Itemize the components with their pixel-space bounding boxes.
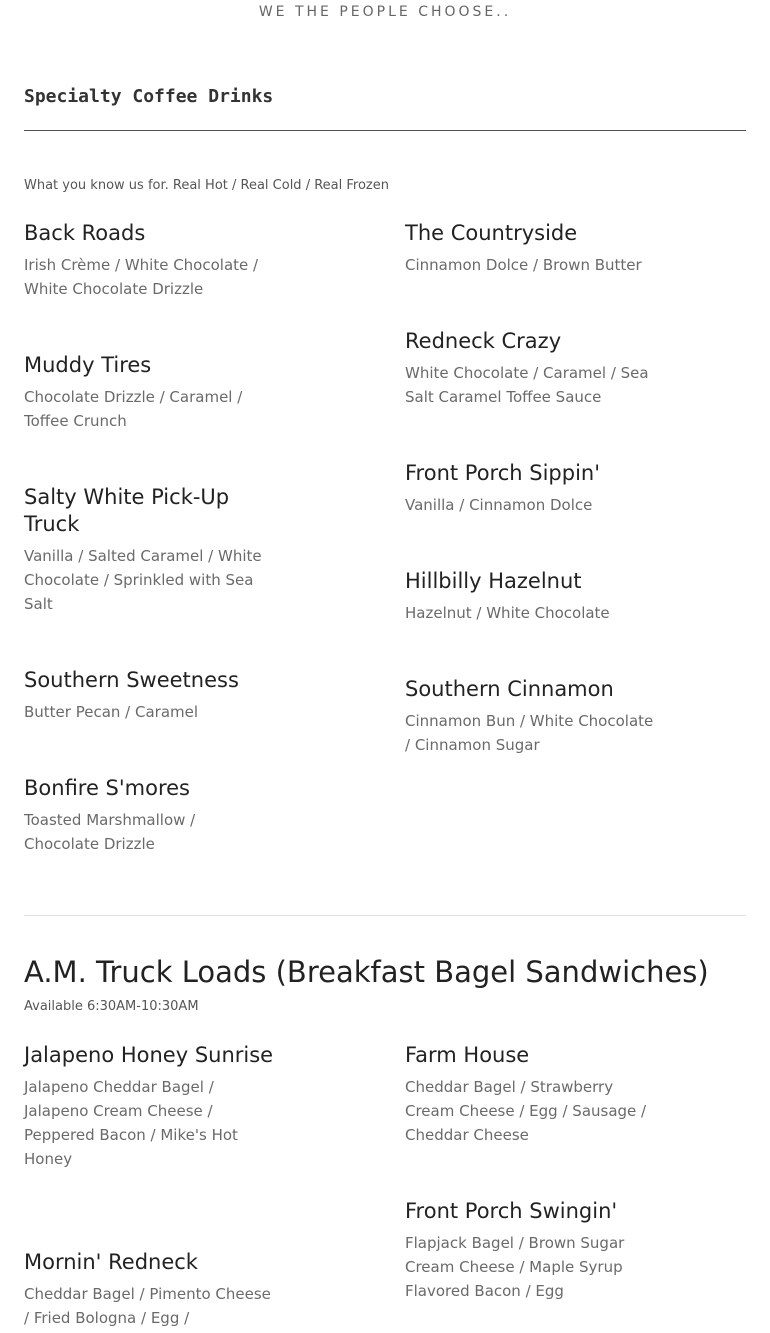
menu-item-name: Front Porch Sippin' <box>405 461 600 485</box>
menu-item <box>405 1042 655 1147</box>
menu-item-name: Bonfire S'mores <box>24 776 191 800</box>
menu-item-description: Vanilla / Salted Caramel / White Chocolate / Sprinkled with Sea Salt <box>24 547 262 613</box>
menu-item-name: Southern Cinnamon <box>405 677 614 701</box>
menu-item-name: Farm House <box>405 1043 530 1067</box>
menu-item-description: Chocolate Drizzle / Caramel / Toffee Crunch <box>24 388 243 430</box>
breakfast-availability: Available 6:30AM-10:30AM <box>24 999 199 1014</box>
menu-item-name: Muddy Tires <box>24 353 152 377</box>
menu-item <box>405 328 655 409</box>
menu-item-description: Irish Crème / White Chocolate / White Chocolate Drizzle <box>24 256 259 298</box>
menu-item-description: Flapjack Bagel / Brown Sugar Cream Cheese / Maple Syrup Flavored Bacon / Egg <box>405 1234 625 1300</box>
title-divider <box>24 130 746 131</box>
menu-item <box>24 1249 274 1330</box>
menu-item-description: Cheddar Bagel / Pimento Cheese / Fried Bologna / Egg / <box>24 1285 271 1327</box>
menu-item <box>405 1198 655 1303</box>
menu-item-description: Cheddar Bagel / Strawberry Cream Cheese / Egg / Sausage / Cheddar Cheese <box>405 1078 647 1144</box>
menu-item-description: Vanilla / Cinnamon Dolce <box>405 496 593 514</box>
menu-item <box>405 220 655 277</box>
menu-item-name: Southern Sweetness <box>24 668 239 692</box>
menu-item-description: Cinnamon Bun / White Chocolate / Cinnamon Sugar <box>405 712 654 754</box>
menu-item <box>24 775 274 856</box>
section-divider <box>24 915 746 916</box>
menu-item-name: Jalapeno Honey Sunrise <box>24 1043 274 1067</box>
menu-item <box>24 667 274 724</box>
menu-item <box>405 676 655 757</box>
menu-item-description: Butter Pecan / Caramel <box>24 703 199 721</box>
menu-item-description: Cinnamon Dolce / Brown Butter <box>405 256 642 274</box>
menu-item-name: Front Porch Swingin' <box>405 1199 618 1223</box>
menu-item-description: Hazelnut / White Chocolate <box>405 604 610 622</box>
menu-item <box>24 220 274 301</box>
menu-item-name: Redneck Crazy <box>405 329 562 353</box>
menu-item-name: Hillbilly Hazelnut <box>405 569 582 593</box>
menu-item-name: Back Roads <box>24 221 146 245</box>
menu-item <box>24 1042 274 1171</box>
menu-item-description: Jalapeno Cheddar Bagel / Jalapeno Cream Cheese / Peppered Bacon / Mike's Hot Honey <box>24 1078 238 1168</box>
menu-item <box>24 484 274 616</box>
menu-item <box>405 460 655 517</box>
menu-item-description: Toasted Marshmallow / Chocolate Drizzle <box>24 811 196 853</box>
breakfast-section-title: A.M. Truck Loads (Breakfast Bagel Sandwiches) <box>24 955 709 989</box>
menu-item-name: The Countryside <box>405 221 578 245</box>
menu-item-description: White Chocolate / Caramel / Sea Salt Caramel Toffee Sauce <box>405 364 649 406</box>
menu-item <box>24 352 274 433</box>
section-eyebrow: WE THE PEOPLE CHOOSE.. <box>258 4 512 20</box>
menu-item-name: Salty White Pick-Up Truck <box>24 485 230 536</box>
coffee-tagline: What you know us for. Real Hot / Real Cold / Real Frozen <box>24 178 389 193</box>
coffee-section-title: Specialty Coffee Drinks <box>24 86 274 107</box>
menu-item-name: Mornin' Redneck <box>24 1250 198 1274</box>
menu-item <box>405 568 655 625</box>
